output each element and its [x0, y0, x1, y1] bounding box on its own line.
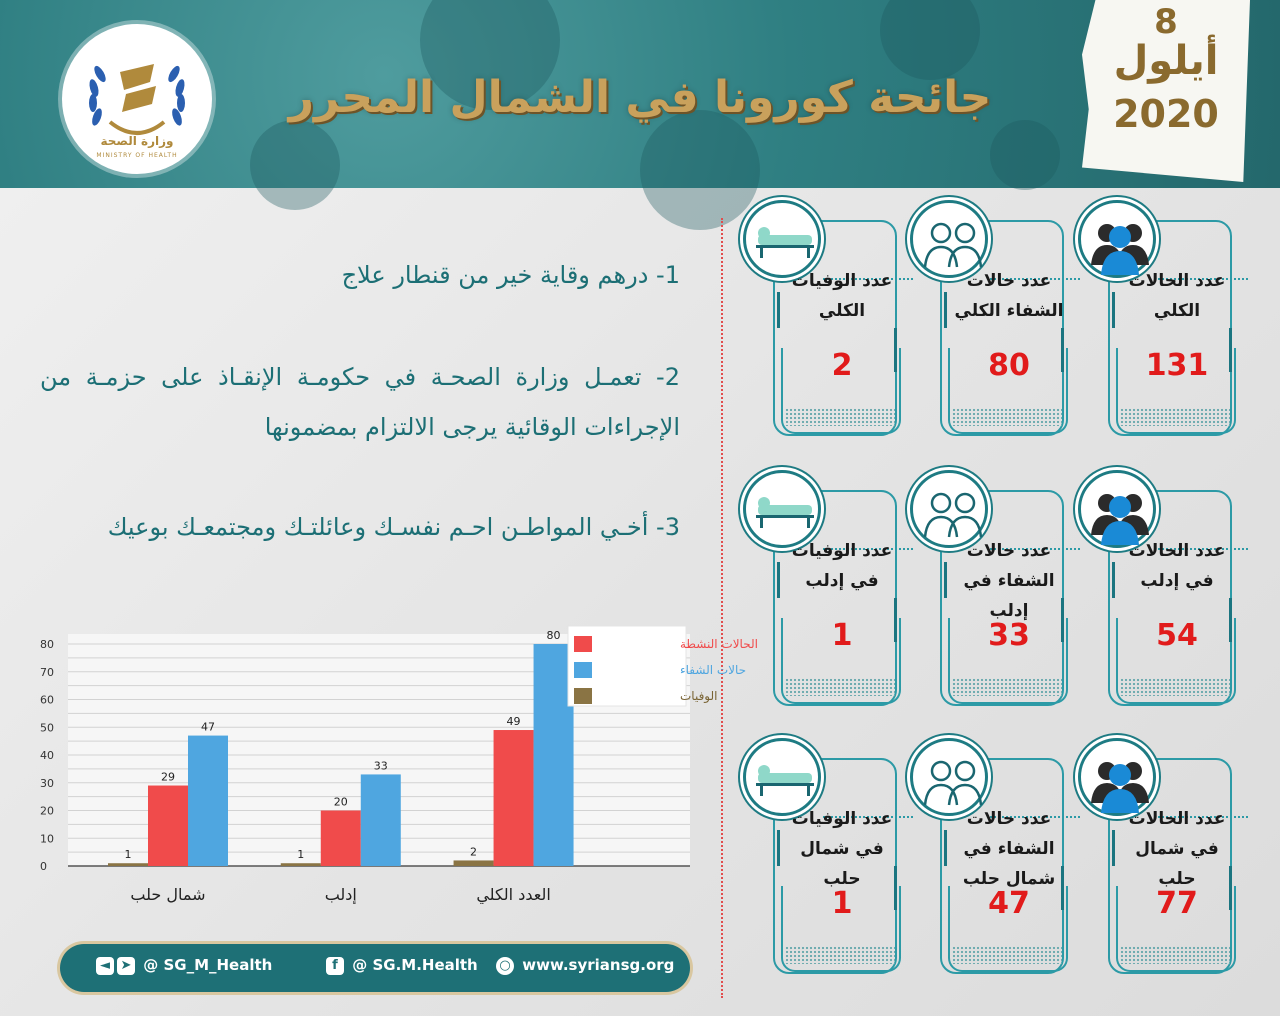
y-tick-label: 70	[40, 665, 54, 679]
legend-swatch	[574, 662, 592, 678]
divider	[721, 218, 723, 998]
card-side-bar	[1112, 562, 1115, 598]
logo-english-text: MINISTRY OF HEALTH	[96, 152, 178, 159]
card-side-bar	[944, 830, 947, 866]
stat-label: عدد حالات الشفاء في شمال حلب	[962, 809, 1056, 889]
y-tick-label: 10	[40, 832, 54, 846]
x-category-label: شمال حلب	[130, 885, 206, 904]
virus-decoration	[640, 110, 760, 230]
legend-label: الحالات النشطة	[680, 637, 758, 651]
tip-2: 2- تعمـل وزارة الصحـة في حكومـة الإنقـاذ على حزمـة من الإجراءات الوقائية يرجى الالتزام بمضمونها	[40, 363, 680, 441]
stat-value: 54	[1156, 618, 1198, 653]
virus-decoration	[250, 120, 340, 210]
telegram-icon: ➤	[117, 957, 135, 975]
stat-value: 131	[1145, 348, 1209, 383]
y-tick-label: 40	[40, 749, 54, 762]
date-month: أيلول	[1113, 38, 1219, 84]
bar-data-label: 80	[546, 629, 561, 642]
bar	[148, 786, 188, 866]
globe-icon: ○	[496, 957, 514, 975]
stat-value: 77	[1156, 886, 1198, 921]
card-side-bar	[777, 562, 780, 598]
twitter-handle: @ SG_M_Health	[143, 956, 273, 974]
bar	[281, 863, 321, 866]
card-side-bar	[777, 830, 780, 866]
y-tick-label: 30	[40, 776, 54, 790]
stat-label: عدد الوفيات الكلي	[791, 271, 893, 321]
bar	[321, 811, 361, 867]
ministry-logo	[62, 24, 212, 174]
bar-data-label: 20	[333, 795, 348, 809]
bar	[108, 863, 148, 866]
stat-value: 33	[988, 618, 1030, 653]
y-tick-label: 0	[40, 860, 47, 873]
stat-card	[1078, 738, 1228, 988]
logo-arabic-text: وزارة الصحة	[100, 134, 174, 148]
card-dots	[1120, 408, 1230, 426]
legend-label: الوفيات	[680, 689, 718, 703]
date-day: 8	[1154, 2, 1178, 42]
bar-data-label: 33	[373, 759, 388, 773]
stat-label: عدد الحالات الكلي	[1128, 271, 1226, 321]
website-url: www.syriansg.org	[522, 956, 675, 974]
bar-data-label: 2	[470, 845, 478, 859]
bar	[494, 730, 534, 866]
stat-label: عدد حالات الشفاء في إدلب	[963, 541, 1055, 621]
facebook-handle: @ SG.M.Health	[352, 956, 478, 974]
facebook-icon: f	[326, 957, 344, 975]
bar	[188, 736, 228, 866]
y-tick-label: 60	[40, 693, 54, 707]
stat-card	[743, 738, 893, 988]
stat-card	[1078, 200, 1228, 450]
x-category-label: العدد الكلي	[476, 885, 551, 904]
bar-data-label: 1	[297, 848, 305, 862]
x-category-label: إدلب	[324, 885, 357, 904]
date-year: 2020	[1113, 92, 1219, 136]
card-side-bar	[944, 562, 947, 598]
tip-3: 3- أخـي المواطـن احـم نفسـك وعائلتـك ومجتمعـك بوعيك	[107, 513, 680, 541]
stat-card	[910, 200, 1064, 450]
chart-svg	[20, 620, 758, 920]
stat-label: عدد حالات الشفاء الكلي	[954, 271, 1064, 321]
card-side-bar	[1112, 830, 1115, 866]
card-dots	[785, 678, 895, 696]
y-tick-label: 50	[40, 721, 54, 735]
card-side-bar	[944, 292, 947, 328]
card-side-bar	[777, 292, 780, 328]
social-website[interactable]	[496, 956, 674, 975]
social-footer	[60, 944, 690, 992]
stat-value: 2	[831, 348, 853, 383]
card-dots	[952, 678, 1062, 696]
stat-value: 1	[831, 886, 853, 921]
card-dots	[785, 946, 895, 964]
bar	[454, 860, 494, 866]
bar-data-label: 49	[506, 715, 521, 729]
stat-value: 1	[831, 618, 853, 653]
stat-label: عدد الوفيات في إدلب	[791, 541, 893, 591]
stat-card	[743, 470, 893, 720]
legend-label: حالات الشفاء	[680, 663, 747, 677]
page-title: جائحة كورونا في الشمال المحرر	[288, 72, 992, 123]
stat-card	[743, 200, 893, 450]
legend-swatch	[574, 688, 592, 704]
bar-data-label: 1	[124, 848, 132, 862]
stat-card	[910, 738, 1060, 988]
stat-label: عدد الوفيات في شمال حلب	[791, 809, 893, 889]
y-tick-label: 80	[40, 638, 54, 651]
tip-1: 1- درهم وقاية خير من قنطار علاج	[341, 261, 680, 289]
virus-decoration	[880, 0, 980, 80]
bar-data-label: 47	[201, 720, 215, 734]
twitter-icon: ◄	[96, 957, 114, 975]
bar-data-label: 29	[161, 770, 175, 784]
card-dots	[952, 946, 1062, 964]
card-dots	[952, 408, 1062, 426]
card-side-bar	[1112, 292, 1115, 328]
social-facebook[interactable]	[326, 956, 478, 975]
y-tick-label: 20	[40, 804, 54, 818]
stat-label: عدد الحالات في إدلب	[1128, 541, 1226, 591]
stat-label: عدد الحالات في شمال حلب	[1128, 809, 1226, 889]
virus-decoration	[990, 120, 1060, 190]
stat-card	[1078, 470, 1228, 720]
social-twitter-telegram[interactable]	[96, 956, 272, 975]
card-dots	[785, 408, 895, 426]
legend-swatch	[574, 636, 592, 652]
stat-card	[910, 470, 1060, 720]
cases-bar-chart	[20, 620, 758, 920]
stat-value: 47	[988, 886, 1030, 921]
card-dots	[1120, 946, 1230, 964]
card-dots	[1120, 678, 1230, 696]
bar	[361, 774, 401, 866]
stat-value: 80	[988, 348, 1030, 383]
